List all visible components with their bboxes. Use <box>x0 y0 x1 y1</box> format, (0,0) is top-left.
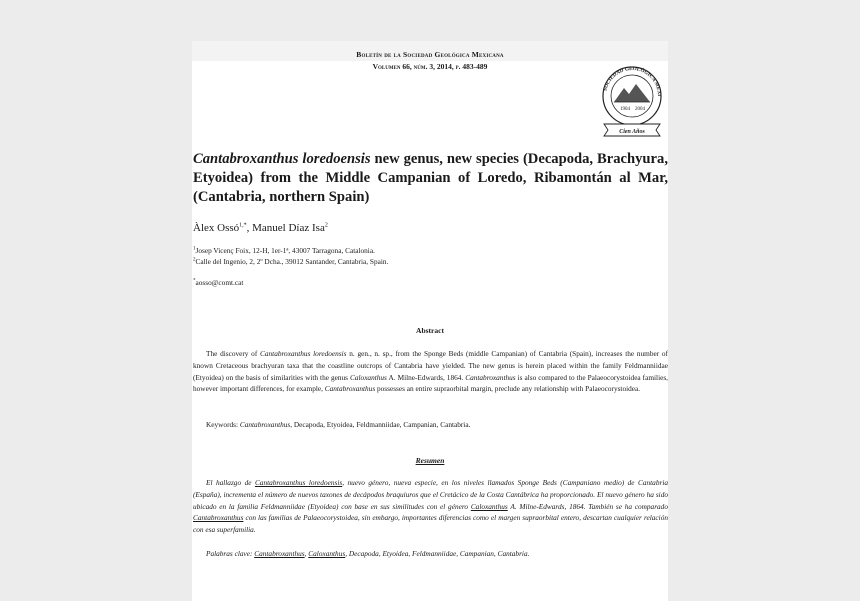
keywords-taxon: Cantabroxanthus <box>239 420 291 429</box>
abstract-keywords <box>193 419 668 431</box>
palabras-clave-link-2[interactable]: Caloxanthus <box>308 549 346 558</box>
email-text[interactable]: aosso@comt.cat <box>195 278 244 287</box>
logo-ring-text: SOCIEDAD GEOLÓGICA MEXI <box>602 65 663 97</box>
abstract-taxon-2: Caloxanthus <box>350 372 387 382</box>
palabras-clave-sep: , <box>304 549 309 558</box>
author-2: Manuel Díaz Isa <box>252 222 325 234</box>
resumen-body <box>193 477 668 536</box>
paper-title <box>193 150 668 207</box>
resumen-link-taxon-3[interactable]: Cantabroxanthus <box>193 513 244 523</box>
resumen-text-1: El hallazgo de <box>206 478 255 487</box>
title-taxon: Cantabroxanthus loredoensis <box>193 151 371 167</box>
keywords-rest: , Decapoda, Etyoidea, Feldmanniidae, Campanian, Cantabria. <box>290 420 471 429</box>
author-list <box>193 222 328 234</box>
society-logo <box>596 58 668 140</box>
author-2-affil: 2 <box>324 222 328 229</box>
affiliation-2 <box>193 257 388 266</box>
resumen-link-taxon-1[interactable]: Cantabroxanthus loredoensis <box>254 478 343 487</box>
resumen-link-taxon-2[interactable]: Caloxanthus <box>470 501 508 511</box>
resumen-text-3: A. Milne-Edwards, 1864. También se ha comparado <box>507 501 668 511</box>
title-rest: new genus, new species (Decapoda, Brachyura, Etyoidea) from the Middle Campanian of Loredo, Ribamontán al Mar, (Cantabria, northern Spain) <box>193 151 668 205</box>
journal-volume: Volumen 66, núm. 3, 2014, p. 483-489 <box>372 62 488 71</box>
author-1: Àlex Ossó <box>193 222 240 234</box>
keywords-label: Keywords: <box>206 420 240 429</box>
email-mark: * <box>193 278 196 284</box>
resumen-heading: Resumen <box>415 456 445 465</box>
abstract-taxon-1: Cantabroxanthus loredoensis <box>260 349 347 358</box>
mountain-icon <box>614 84 650 102</box>
abstract-taxon-3: Cantabroxanthus <box>465 372 516 382</box>
author-sep: , <box>246 222 253 234</box>
abstract-heading: Abstract <box>416 326 444 335</box>
journal-name: Boletín de la Sociedad Geológica Mexicana <box>356 50 504 59</box>
logo-year-left: 1904 <box>620 107 630 112</box>
resumen-keywords <box>193 548 668 560</box>
corresponding-email <box>193 278 243 287</box>
abstract-text-3: A. Milne-Edwards, 1864. <box>386 372 466 382</box>
palabras-clave-label: Palabras clave: <box>206 549 255 558</box>
resumen-text-2: , nuevo género, nueva especie, en los niveles llamados Sponge Beds (Campaniano medio) de Cantabria (España), incrementa el número de nuevos taxones de decápodos braquiuros que el Cretácico de la Costa Cantábrica ha proporcionado. El nuevo género ha sido ubicado en la familia Feldmanniidae (Etyoidea) con base en sus similitudes con el género <box>193 478 668 511</box>
affiliation-1-num: 1 <box>193 246 196 252</box>
abstract-taxon-4: Cantabroxanthus <box>324 384 376 394</box>
abstract-text-4: is also compared to the Palaeocorystoidea families, however important differences, for example, <box>193 372 669 394</box>
affiliation-1 <box>193 246 375 255</box>
abstract-text-1: The discovery of <box>206 349 260 358</box>
logo-year-right: 2004 <box>635 107 645 112</box>
logo-banner-text: Cien Años <box>619 129 645 135</box>
abstract-text-5: possesses an entire supraorbital margin, preclude any relationship with Palaeocorystoidea. <box>375 384 641 394</box>
resumen-text-4: con las familias de Palaeocorystoidea, sin embargo, importantes diferencias como el margen supraorbital entero, descartan cualquier relación con esa superfamilia. <box>193 513 668 535</box>
abstract-text-2: n. gen., n. sp., from the Sponge Beds (middle Campanian) of Cantabria (Spain), increases the number of known Cretaceous brachyuran taxa that the coastline outcrops of Cantabria have yielded. The new genus is herein placed within the family Feldmanniidae (Etyoidea) on the basis of similarities with the genus <box>193 349 668 382</box>
palabras-clave-link-1[interactable]: Cantabroxanthus <box>254 549 305 558</box>
affiliation-2-num: 2 <box>193 257 196 263</box>
abstract-body <box>193 348 668 395</box>
affiliation-1-text: Josep Vicenç Foix, 12-H, 1er-1ª, 43007 Tarragona, Catalonia. <box>195 246 375 255</box>
affiliation-2-text: Calle del Ingenio, 2, 2º Dcha., 39012 Santander, Cantabria, Spain. <box>195 257 389 266</box>
author-1-affil: 1,* <box>239 222 247 229</box>
palabras-clave-rest: , Decapoda, Etyoidea, Feldmanniidae, Campanian, Cantabria. <box>345 549 530 558</box>
